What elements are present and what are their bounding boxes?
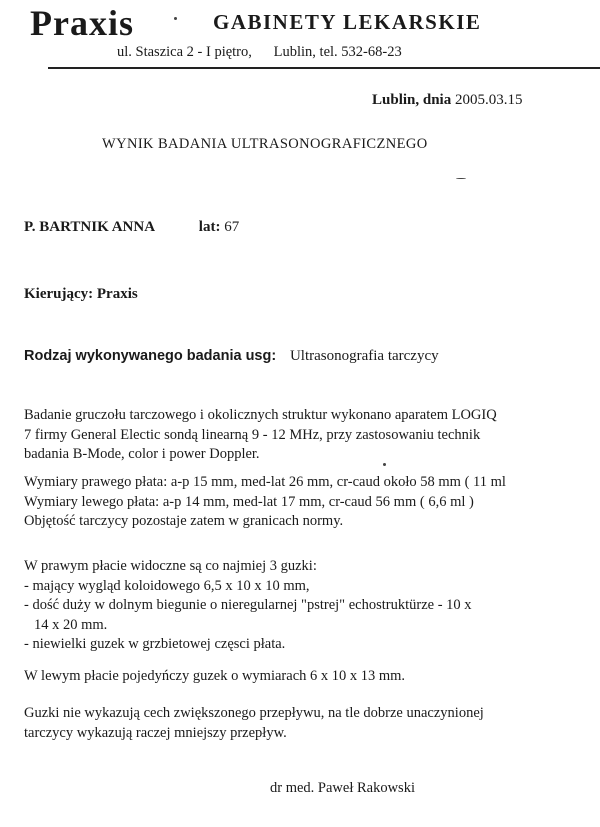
scan-speck (383, 463, 386, 466)
patient-name: P. BARTNIK ANNA (24, 219, 156, 235)
paragraph-left-lobe-nodule (24, 667, 405, 687)
header-divider (48, 67, 600, 69)
text-line: W lewym płacie pojedyńczy guzek o wymiarach 6 x 10 x 13 mm. (24, 668, 406, 684)
doctor-signature: dr med. Paweł Rakowski (270, 780, 415, 796)
referrer-line (24, 286, 138, 303)
exam-type-value: Ultrasonografia tarczycy (289, 348, 439, 364)
clinic-name: GABINETY LEKARSKIE (213, 10, 482, 34)
text-line: Wymiary lewego płata: a-p 14 mm, med-lat 17 mm, cr-caud 56 mm ( 6,6 ml ) (24, 493, 474, 510)
paragraph-flow (24, 704, 484, 743)
report-date (372, 92, 522, 109)
text-line: Guzki nie wykazują cech zwiększonego przepływu, na tle dobrze unaczynionej (24, 705, 484, 721)
text-line: Badanie gruczołu tarczowego i okolicznych struktur wykonano aparatem LOGIQ (24, 407, 497, 423)
text-line: - dość duży w dolnym biegunie o nieregularnej "pstrej" echostruktürze - 10 x (24, 597, 472, 613)
text-line: badania B-Mode, color i power Doppler. (24, 446, 260, 462)
text-line: tarczycy wykazują raczej mniejszy przepływ. (24, 724, 287, 741)
scan-speck (456, 178, 466, 179)
text-line: Wymiary prawego płata: a-p 15 mm, med-lat 26 mm, cr-caud około 58 mm ( 11 ml (24, 474, 506, 490)
brand-name: Praxis (30, 3, 134, 43)
text-line: 7 firmy General Electic sondą linearną 9 - 12 MHz, przy zastosowaniu technik (24, 426, 481, 443)
paragraph-dimensions (24, 473, 506, 532)
paragraph-equipment (24, 406, 497, 465)
exam-type-label: Rodzaj wykonywanego badania usg: (24, 348, 277, 364)
text-line: Objętość tarczycy pozostaje zatem w granicach normy. (24, 513, 344, 529)
text-line: W prawym płacie widoczne są co najmiej 3 guzki: (24, 558, 317, 574)
text-line: 14 x 20 mm. (34, 616, 108, 633)
patient-line (24, 219, 239, 236)
referrer-label: Kierujący: (24, 286, 94, 302)
text-line: - niewielki guzek w grzbietowej częsci płata. (24, 636, 286, 652)
text-line: - mający wygląd koloidowego 6,5 x 10 x 10 mm, (24, 577, 310, 594)
date-value: 2005.03.15 (454, 92, 523, 108)
clinic-address: ul. Staszica 2 - I piętro, Lublin, tel. 532-68-23 (117, 44, 402, 60)
paragraph-right-lobe-nodules (24, 557, 472, 655)
patient-age-label: lat: (198, 219, 221, 235)
scan-speck (174, 17, 177, 20)
report-title: WYNIK BADANIA ULTRASONOGRAFICZNEGO (102, 136, 428, 152)
date-label: Lublin, dnia (372, 92, 452, 108)
referrer-value: Praxis (96, 286, 138, 302)
patient-age-value: 67 (224, 219, 240, 235)
exam-type-line (24, 348, 439, 365)
